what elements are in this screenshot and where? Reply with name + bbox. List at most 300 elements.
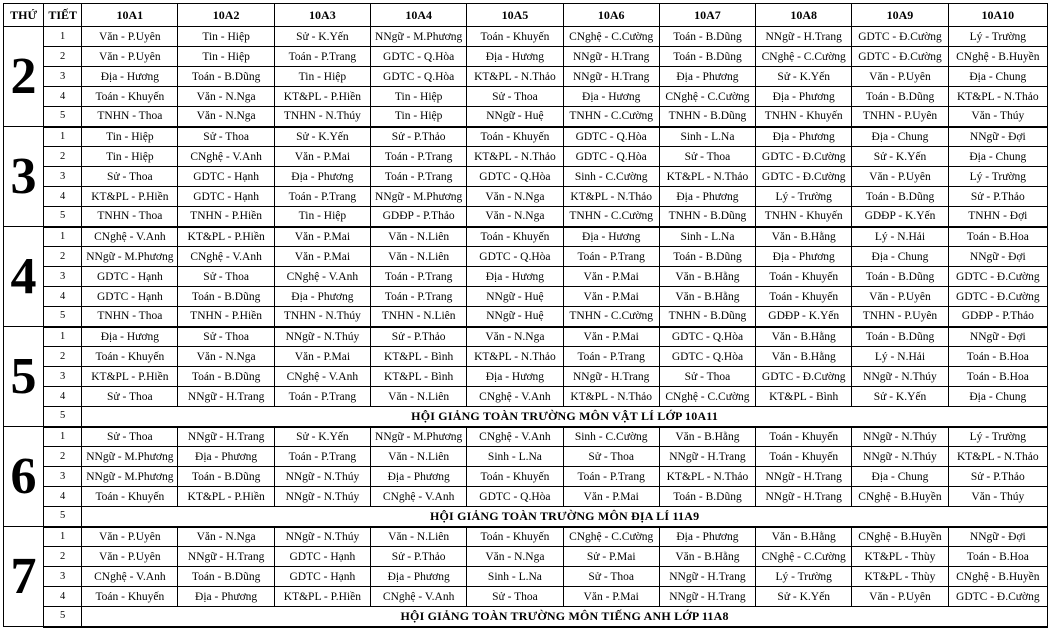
lesson-cell: Toán - Khuyến (82, 87, 178, 107)
period-row (4, 567, 1048, 587)
lesson-cell: NNgữ - N.Thúy (274, 327, 370, 347)
lesson-cell: TNHN - N.Liên (371, 307, 467, 327)
lesson-cell: Toán - P.Trang (563, 247, 659, 267)
lesson-cell: KT&PL - P.Hiền (178, 227, 274, 247)
lesson-cell: Địa - Chung (852, 467, 948, 487)
lesson-cell: NNgữ - H.Trang (563, 67, 659, 87)
lesson-cell: Toán - B.Dũng (178, 287, 274, 307)
lesson-cell: Địa - Phương (659, 527, 755, 547)
lesson-cell: GDTC - Q.Hòa (467, 167, 563, 187)
period-number: 4 (44, 187, 82, 207)
timetable (3, 3, 1048, 628)
period-row (4, 127, 1048, 147)
lesson-cell: Văn - P.Uyên (852, 287, 948, 307)
lesson-cell: KT&PL - Bình (371, 347, 467, 367)
lesson-cell: Văn - P.Uyên (82, 27, 178, 47)
period-row (4, 147, 1048, 167)
lesson-cell: Văn - Thúy (948, 487, 1047, 507)
lesson-cell: TNHN - Khuyến (756, 207, 852, 227)
lesson-cell: Toán - Khuyến (467, 127, 563, 147)
lesson-cell: KT&PL - P.Hiền (274, 587, 370, 607)
lesson-cell: GDTC - Hạnh (178, 167, 274, 187)
lesson-cell: Tin - Hiệp (371, 87, 467, 107)
lesson-cell: Địa - Chung (852, 247, 948, 267)
lesson-cell: Toán - P.Trang (371, 167, 467, 187)
lesson-cell: Toán - P.Trang (274, 447, 370, 467)
lesson-cell: TNHN - C.Cường (563, 207, 659, 227)
lesson-cell: GDĐP - P.Thảo (948, 307, 1047, 327)
period-row (4, 247, 1048, 267)
lesson-cell: KT&PL - N.Thảo (563, 387, 659, 407)
period-row (4, 307, 1048, 327)
lesson-cell: Sử - Thoa (467, 87, 563, 107)
lesson-cell: TNHN - P.Hiền (178, 307, 274, 327)
period-row (4, 367, 1048, 387)
lesson-cell: Toán - Khuyến (467, 27, 563, 47)
lesson-cell: CNghệ - C.Cường (659, 387, 755, 407)
lesson-cell: Toán - Khuyến (756, 427, 852, 447)
period-row (4, 227, 1048, 247)
period-row (4, 107, 1048, 127)
lesson-cell: Toán - B.Dũng (659, 27, 755, 47)
lesson-cell: CNghệ - V.Anh (178, 147, 274, 167)
lesson-cell: CNghệ - B.Huyền (948, 567, 1047, 587)
lesson-cell: GDTC - Đ.Cường (852, 27, 948, 47)
lesson-cell: Toán - P.Trang (563, 347, 659, 367)
lesson-cell: Tin - Hiệp (178, 47, 274, 67)
period-number: 2 (44, 447, 82, 467)
lesson-cell: KT&PL - P.Hiền (82, 367, 178, 387)
lesson-cell: Văn - P.Uyên (852, 587, 948, 607)
lesson-cell: Sử - P.Thảo (371, 127, 467, 147)
note-row (4, 607, 1048, 627)
lesson-cell: Sử - Thoa (659, 147, 755, 167)
lesson-cell: KT&PL - N.Thảo (467, 147, 563, 167)
header-class: 10A9 (852, 4, 948, 27)
lesson-cell: Văn - P.Uyên (82, 47, 178, 67)
lesson-cell: GDTC - Đ.Cường (852, 47, 948, 67)
lesson-cell: Sử - K.Yến (274, 27, 370, 47)
header-class: 10A2 (178, 4, 274, 27)
period-number: 5 (44, 207, 82, 227)
lesson-cell: Lý - Trường (948, 27, 1047, 47)
lesson-cell: Lý - Trường (756, 567, 852, 587)
lesson-cell: NNgữ - H.Trang (756, 487, 852, 507)
lesson-cell: Văn - Thúy (948, 107, 1047, 127)
lesson-cell: NNgữ - H.Trang (756, 467, 852, 487)
lesson-cell: GDTC - Đ.Cường (756, 147, 852, 167)
lesson-cell: Lý - N.Hải (852, 227, 948, 247)
header-thu: THỨ (4, 4, 44, 27)
lesson-cell: KT&PL - N.Thảo (659, 167, 755, 187)
lesson-cell: CNghệ - C.Cường (756, 47, 852, 67)
lesson-cell: GDTC - Hạnh (82, 267, 178, 287)
lesson-cell: GDĐP - P.Thảo (371, 207, 467, 227)
header-class: 10A6 (563, 4, 659, 27)
lesson-cell: Toán - B.Dũng (659, 247, 755, 267)
lesson-cell: Toán - B.Dũng (659, 487, 755, 507)
lesson-cell: Địa - Chung (948, 147, 1047, 167)
period-number: 4 (44, 287, 82, 307)
lesson-cell: TNHN - N.Thúy (274, 307, 370, 327)
lesson-cell: Toán - P.Trang (274, 387, 370, 407)
period-row (4, 487, 1048, 507)
lesson-cell: NNgữ - Huệ (467, 107, 563, 127)
lesson-cell: Địa - Hương (563, 87, 659, 107)
lesson-cell: KT&PL - P.Hiền (82, 187, 178, 207)
header-class: 10A5 (467, 4, 563, 27)
lesson-cell: Địa - Phương (178, 447, 274, 467)
lesson-cell: Toán - B.Dũng (178, 367, 274, 387)
lesson-cell: CNghệ - B.Huyền (852, 487, 948, 507)
lesson-cell: Địa - Hương (563, 227, 659, 247)
lesson-cell: Văn - N.Nga (178, 87, 274, 107)
lesson-cell: Sử - P.Thảo (371, 547, 467, 567)
lesson-cell: Văn - N.Nga (178, 527, 274, 547)
lesson-cell: GDTC - Q.Hòa (467, 247, 563, 267)
lesson-cell: NNgữ - M.Phương (371, 187, 467, 207)
lesson-cell: Sử - K.Yến (756, 67, 852, 87)
period-number: 4 (44, 387, 82, 407)
period-number: 1 (44, 127, 82, 147)
period-number: 3 (44, 67, 82, 87)
period-row (4, 167, 1048, 187)
period-number: 3 (44, 567, 82, 587)
lesson-cell: NNgữ - H.Trang (178, 387, 274, 407)
day-number: 5 (4, 327, 44, 427)
lesson-cell: NNgữ - Đợi (948, 247, 1047, 267)
lesson-cell: Toán - B.Dũng (852, 87, 948, 107)
lesson-cell: TNHN - B.Dũng (659, 207, 755, 227)
period-row (4, 207, 1048, 227)
lesson-cell: Toán - B.Dũng (178, 567, 274, 587)
lesson-cell: NNgữ - N.Thúy (274, 487, 370, 507)
lesson-cell: GDTC - Q.Hòa (467, 487, 563, 507)
header-class: 10A4 (371, 4, 467, 27)
lesson-cell: Tin - Hiệp (274, 207, 370, 227)
lesson-cell: CNghệ - C.Cường (659, 87, 755, 107)
period-row (4, 67, 1048, 87)
day-number: 7 (4, 527, 44, 627)
lesson-cell: TNHN - Thoa (82, 307, 178, 327)
lesson-cell: CNghệ - V.Anh (82, 227, 178, 247)
lesson-cell: Địa - Phương (659, 187, 755, 207)
lesson-cell: KT&PL - N.Thảo (467, 67, 563, 87)
lesson-cell: Toán - Khuyến (467, 467, 563, 487)
period-number: 2 (44, 147, 82, 167)
lesson-cell: Địa - Hương (82, 327, 178, 347)
lesson-cell: Văn - N.Liên (371, 247, 467, 267)
lesson-cell: Văn - B.Hằng (756, 327, 852, 347)
lesson-cell: Toán - Khuyến (82, 587, 178, 607)
event-note: HỘI GIẢNG TOÀN TRƯỜNG MÔN ĐỊA LÍ 11A9 (82, 507, 1048, 527)
period-row (4, 47, 1048, 67)
lesson-cell: CNghệ - V.Anh (82, 567, 178, 587)
lesson-cell: Toán - Khuyến (82, 347, 178, 367)
period-row (4, 587, 1048, 607)
lesson-cell: TNHN - B.Dũng (659, 107, 755, 127)
lesson-cell: Sử - K.Yến (756, 587, 852, 607)
note-row (4, 507, 1048, 527)
lesson-cell: Địa - Phương (274, 287, 370, 307)
lesson-cell: Toán - Khuyến (82, 487, 178, 507)
header-class: 10A1 (82, 4, 178, 27)
period-number: 4 (44, 587, 82, 607)
period-row (4, 547, 1048, 567)
lesson-cell: Địa - Chung (852, 127, 948, 147)
lesson-cell: Văn - P.Mai (563, 587, 659, 607)
lesson-cell: Toán - Khuyến (756, 267, 852, 287)
lesson-cell: Sử - K.Yến (274, 127, 370, 147)
lesson-cell: NNgữ - N.Thúy (852, 447, 948, 467)
lesson-cell: Văn - P.Uyên (82, 547, 178, 567)
lesson-cell: Sinh - L.Na (467, 447, 563, 467)
header-class: 10A8 (756, 4, 852, 27)
lesson-cell: Văn - P.Mai (274, 147, 370, 167)
lesson-cell: NNgữ - H.Trang (563, 47, 659, 67)
period-number: 5 (44, 307, 82, 327)
note-row (4, 407, 1048, 427)
lesson-cell: NNgữ - Huệ (467, 307, 563, 327)
timetable-body (4, 4, 1048, 627)
lesson-cell: Địa - Hương (467, 267, 563, 287)
period-number: 3 (44, 367, 82, 387)
lesson-cell: Tin - Hiệp (274, 67, 370, 87)
header-class: 10A10 (948, 4, 1047, 27)
period-row (4, 527, 1048, 547)
period-number: 3 (44, 267, 82, 287)
lesson-cell: CNghệ - B.Huyền (948, 47, 1047, 67)
lesson-cell: Toán - P.Trang (371, 287, 467, 307)
lesson-cell: TNHN - C.Cường (563, 107, 659, 127)
lesson-cell: TNHN - Thoa (82, 207, 178, 227)
lesson-cell: Sử - Thoa (563, 447, 659, 467)
lesson-cell: Toán - Khuyến (756, 287, 852, 307)
lesson-cell: Văn - B.Hằng (659, 287, 755, 307)
lesson-cell: NNgữ - Đợi (948, 327, 1047, 347)
lesson-cell: KT&PL - Thùy (852, 547, 948, 567)
lesson-cell: Sử - P.Thảo (948, 187, 1047, 207)
lesson-cell: TNHN - B.Dũng (659, 307, 755, 327)
lesson-cell: NNgữ - M.Phương (82, 447, 178, 467)
lesson-cell: Văn - P.Mai (274, 347, 370, 367)
lesson-cell: KT&PL - Bình (371, 367, 467, 387)
lesson-cell: Sử - K.Yến (274, 427, 370, 447)
lesson-cell: NNgữ - M.Phương (371, 427, 467, 447)
lesson-cell: NNgữ - M.Phương (371, 27, 467, 47)
lesson-cell: Sử - Thoa (178, 327, 274, 347)
lesson-cell: Văn - N.Liên (371, 387, 467, 407)
period-row (4, 287, 1048, 307)
lesson-cell: CNghệ - C.Cường (756, 547, 852, 567)
lesson-cell: KT&PL - Bình (756, 387, 852, 407)
lesson-cell: Toán - P.Trang (563, 467, 659, 487)
lesson-cell: CNghệ - V.Anh (274, 367, 370, 387)
period-number: 1 (44, 27, 82, 47)
lesson-cell: Toán - B.Dũng (852, 267, 948, 287)
lesson-cell: Văn - P.Uyên (852, 167, 948, 187)
period-number: 2 (44, 47, 82, 67)
lesson-cell: Địa - Phương (659, 67, 755, 87)
lesson-cell: CNghệ - C.Cường (563, 27, 659, 47)
lesson-cell: Văn - P.Mai (563, 267, 659, 287)
lesson-cell: GDTC - Đ.Cường (948, 287, 1047, 307)
lesson-cell: Địa - Hương (467, 47, 563, 67)
period-row (4, 427, 1048, 447)
lesson-cell: Toán - B.Hoa (948, 347, 1047, 367)
lesson-cell: Địa - Chung (948, 67, 1047, 87)
lesson-cell: Toán - Khuyến (467, 527, 563, 547)
lesson-cell: Sử - P.Thảo (948, 467, 1047, 487)
period-row (4, 327, 1048, 347)
period-row (4, 267, 1048, 287)
lesson-cell: Toán - B.Hoa (948, 227, 1047, 247)
lesson-cell: NNgữ - H.Trang (178, 427, 274, 447)
lesson-cell: KT&PL - P.Hiền (178, 487, 274, 507)
lesson-cell: GDTC - Q.Hòa (563, 147, 659, 167)
lesson-cell: Văn - B.Hằng (756, 527, 852, 547)
day-number: 6 (4, 427, 44, 527)
lesson-cell: Toán - B.Dũng (852, 327, 948, 347)
period-row (4, 467, 1048, 487)
lesson-cell: NNgữ - Đợi (948, 527, 1047, 547)
lesson-cell: NNgữ - M.Phương (82, 247, 178, 267)
lesson-cell: Sử - Thoa (659, 367, 755, 387)
period-number: 4 (44, 87, 82, 107)
lesson-cell: Văn - B.Hằng (659, 267, 755, 287)
period-number: 5 (44, 107, 82, 127)
lesson-cell: GDTC - Hạnh (178, 187, 274, 207)
lesson-cell: NNgữ - H.Trang (563, 367, 659, 387)
lesson-cell: Sử - Thoa (82, 167, 178, 187)
lesson-cell: Toán - Khuyến (756, 447, 852, 467)
lesson-cell: NNgữ - N.Thúy (274, 527, 370, 547)
lesson-cell: Văn - N.Nga (467, 547, 563, 567)
lesson-cell: NNgữ - Đợi (948, 127, 1047, 147)
lesson-cell: Văn - N.Liên (371, 527, 467, 547)
lesson-cell: KT&PL - N.Thảo (948, 447, 1047, 467)
lesson-cell: GDTC - Đ.Cường (948, 587, 1047, 607)
lesson-cell: Sinh - L.Na (467, 567, 563, 587)
period-number: 2 (44, 347, 82, 367)
lesson-cell: Tin - Hiệp (371, 107, 467, 127)
lesson-cell: Địa - Phương (371, 567, 467, 587)
period-number: 2 (44, 547, 82, 567)
lesson-cell: GDTC - Q.Hòa (371, 67, 467, 87)
lesson-cell: Địa - Hương (82, 67, 178, 87)
lesson-cell: CNghệ - B.Huyền (852, 527, 948, 547)
lesson-cell: GDTC - Q.Hòa (563, 127, 659, 147)
lesson-cell: NNgữ - H.Trang (178, 547, 274, 567)
lesson-cell: Toán - Khuyến (467, 227, 563, 247)
lesson-cell: Sinh - C.Cường (563, 427, 659, 447)
event-note: HỘI GIẢNG TOÀN TRƯỜNG MÔN VẬT LÍ LỚP 10A11 (82, 407, 1048, 427)
lesson-cell: Địa - Phương (274, 167, 370, 187)
lesson-cell: Văn - N.Nga (178, 107, 274, 127)
lesson-cell: Địa - Phương (756, 247, 852, 267)
lesson-cell: NNgữ - N.Thúy (274, 467, 370, 487)
lesson-cell: Toán - B.Dũng (852, 187, 948, 207)
lesson-cell: CNghệ - C.Cường (563, 527, 659, 547)
day-number: 4 (4, 227, 44, 327)
lesson-cell: TNHN - P.Uyên (852, 307, 948, 327)
lesson-cell: GDTC - Q.Hòa (371, 47, 467, 67)
event-note: HỘI GIẢNG TOÀN TRƯỜNG MÔN TIẾNG ANH LỚP 11A8 (82, 607, 1048, 627)
period-number: 5 (44, 507, 82, 527)
lesson-cell: GDĐP - K.Yến (852, 207, 948, 227)
day-number: 2 (4, 27, 44, 127)
lesson-cell: TNHN - Đợi (948, 207, 1047, 227)
header-tiet: TIẾT (44, 4, 82, 27)
lesson-cell: Lý - Trường (948, 167, 1047, 187)
lesson-cell: Địa - Phương (371, 467, 467, 487)
lesson-cell: Văn - N.Nga (467, 207, 563, 227)
lesson-cell: Sử - Thoa (467, 587, 563, 607)
lesson-cell: Văn - P.Uyên (852, 67, 948, 87)
period-row (4, 27, 1048, 47)
lesson-cell: Văn - P.Uyên (82, 527, 178, 547)
header-class: 10A7 (659, 4, 755, 27)
lesson-cell: NNgữ - H.Trang (756, 27, 852, 47)
lesson-cell: NNgữ - H.Trang (659, 447, 755, 467)
period-row (4, 347, 1048, 367)
lesson-cell: Văn - P.Mai (563, 327, 659, 347)
lesson-cell: NNgữ - N.Thúy (852, 427, 948, 447)
lesson-cell: TNHN - C.Cường (563, 307, 659, 327)
lesson-cell: GDTC - Đ.Cường (756, 367, 852, 387)
lesson-cell: Sử - Thoa (178, 127, 274, 147)
header-class: 10A3 (274, 4, 370, 27)
lesson-cell: CNghệ - V.Anh (274, 267, 370, 287)
lesson-cell: GDTC - Đ.Cường (948, 267, 1047, 287)
lesson-cell: CNghệ - V.Anh (371, 587, 467, 607)
period-number: 1 (44, 427, 82, 447)
lesson-cell: GDTC - Đ.Cường (756, 167, 852, 187)
lesson-cell: Địa - Hương (467, 367, 563, 387)
lesson-cell: Văn - P.Mai (563, 287, 659, 307)
period-number: 4 (44, 487, 82, 507)
period-number: 5 (44, 407, 82, 427)
lesson-cell: NNgữ - H.Trang (659, 587, 755, 607)
lesson-cell: NNgữ - M.Phương (82, 467, 178, 487)
lesson-cell: CNghệ - V.Anh (467, 427, 563, 447)
lesson-cell: Sử - Thoa (178, 267, 274, 287)
lesson-cell: KT&PL - Thùy (852, 567, 948, 587)
lesson-cell: Sử - K.Yến (852, 147, 948, 167)
lesson-cell: Sử - Thoa (563, 567, 659, 587)
period-number: 2 (44, 247, 82, 267)
lesson-cell: TNHN - P.Uyên (852, 107, 948, 127)
lesson-cell: Lý - Trường (948, 427, 1047, 447)
lesson-cell: GDĐP - K.Yến (756, 307, 852, 327)
lesson-cell: Văn - P.Mai (563, 487, 659, 507)
lesson-cell: TNHN - N.Thúy (274, 107, 370, 127)
lesson-cell: Toán - B.Hoa (948, 367, 1047, 387)
lesson-cell: TNHN - Thoa (82, 107, 178, 127)
lesson-cell: CNghệ - V.Anh (371, 487, 467, 507)
lesson-cell: KT&PL - P.Hiền (274, 87, 370, 107)
lesson-cell: Sử - Thoa (82, 387, 178, 407)
lesson-cell: Lý - N.Hải (852, 347, 948, 367)
header-row (4, 4, 1048, 27)
period-number: 3 (44, 167, 82, 187)
lesson-cell: Sử - Thoa (82, 427, 178, 447)
lesson-cell: KT&PL - N.Thảo (563, 187, 659, 207)
lesson-cell: Sinh - C.Cường (563, 167, 659, 187)
lesson-cell: Văn - B.Hằng (659, 427, 755, 447)
lesson-cell: GDTC - Q.Hòa (659, 327, 755, 347)
lesson-cell: Địa - Phương (178, 587, 274, 607)
